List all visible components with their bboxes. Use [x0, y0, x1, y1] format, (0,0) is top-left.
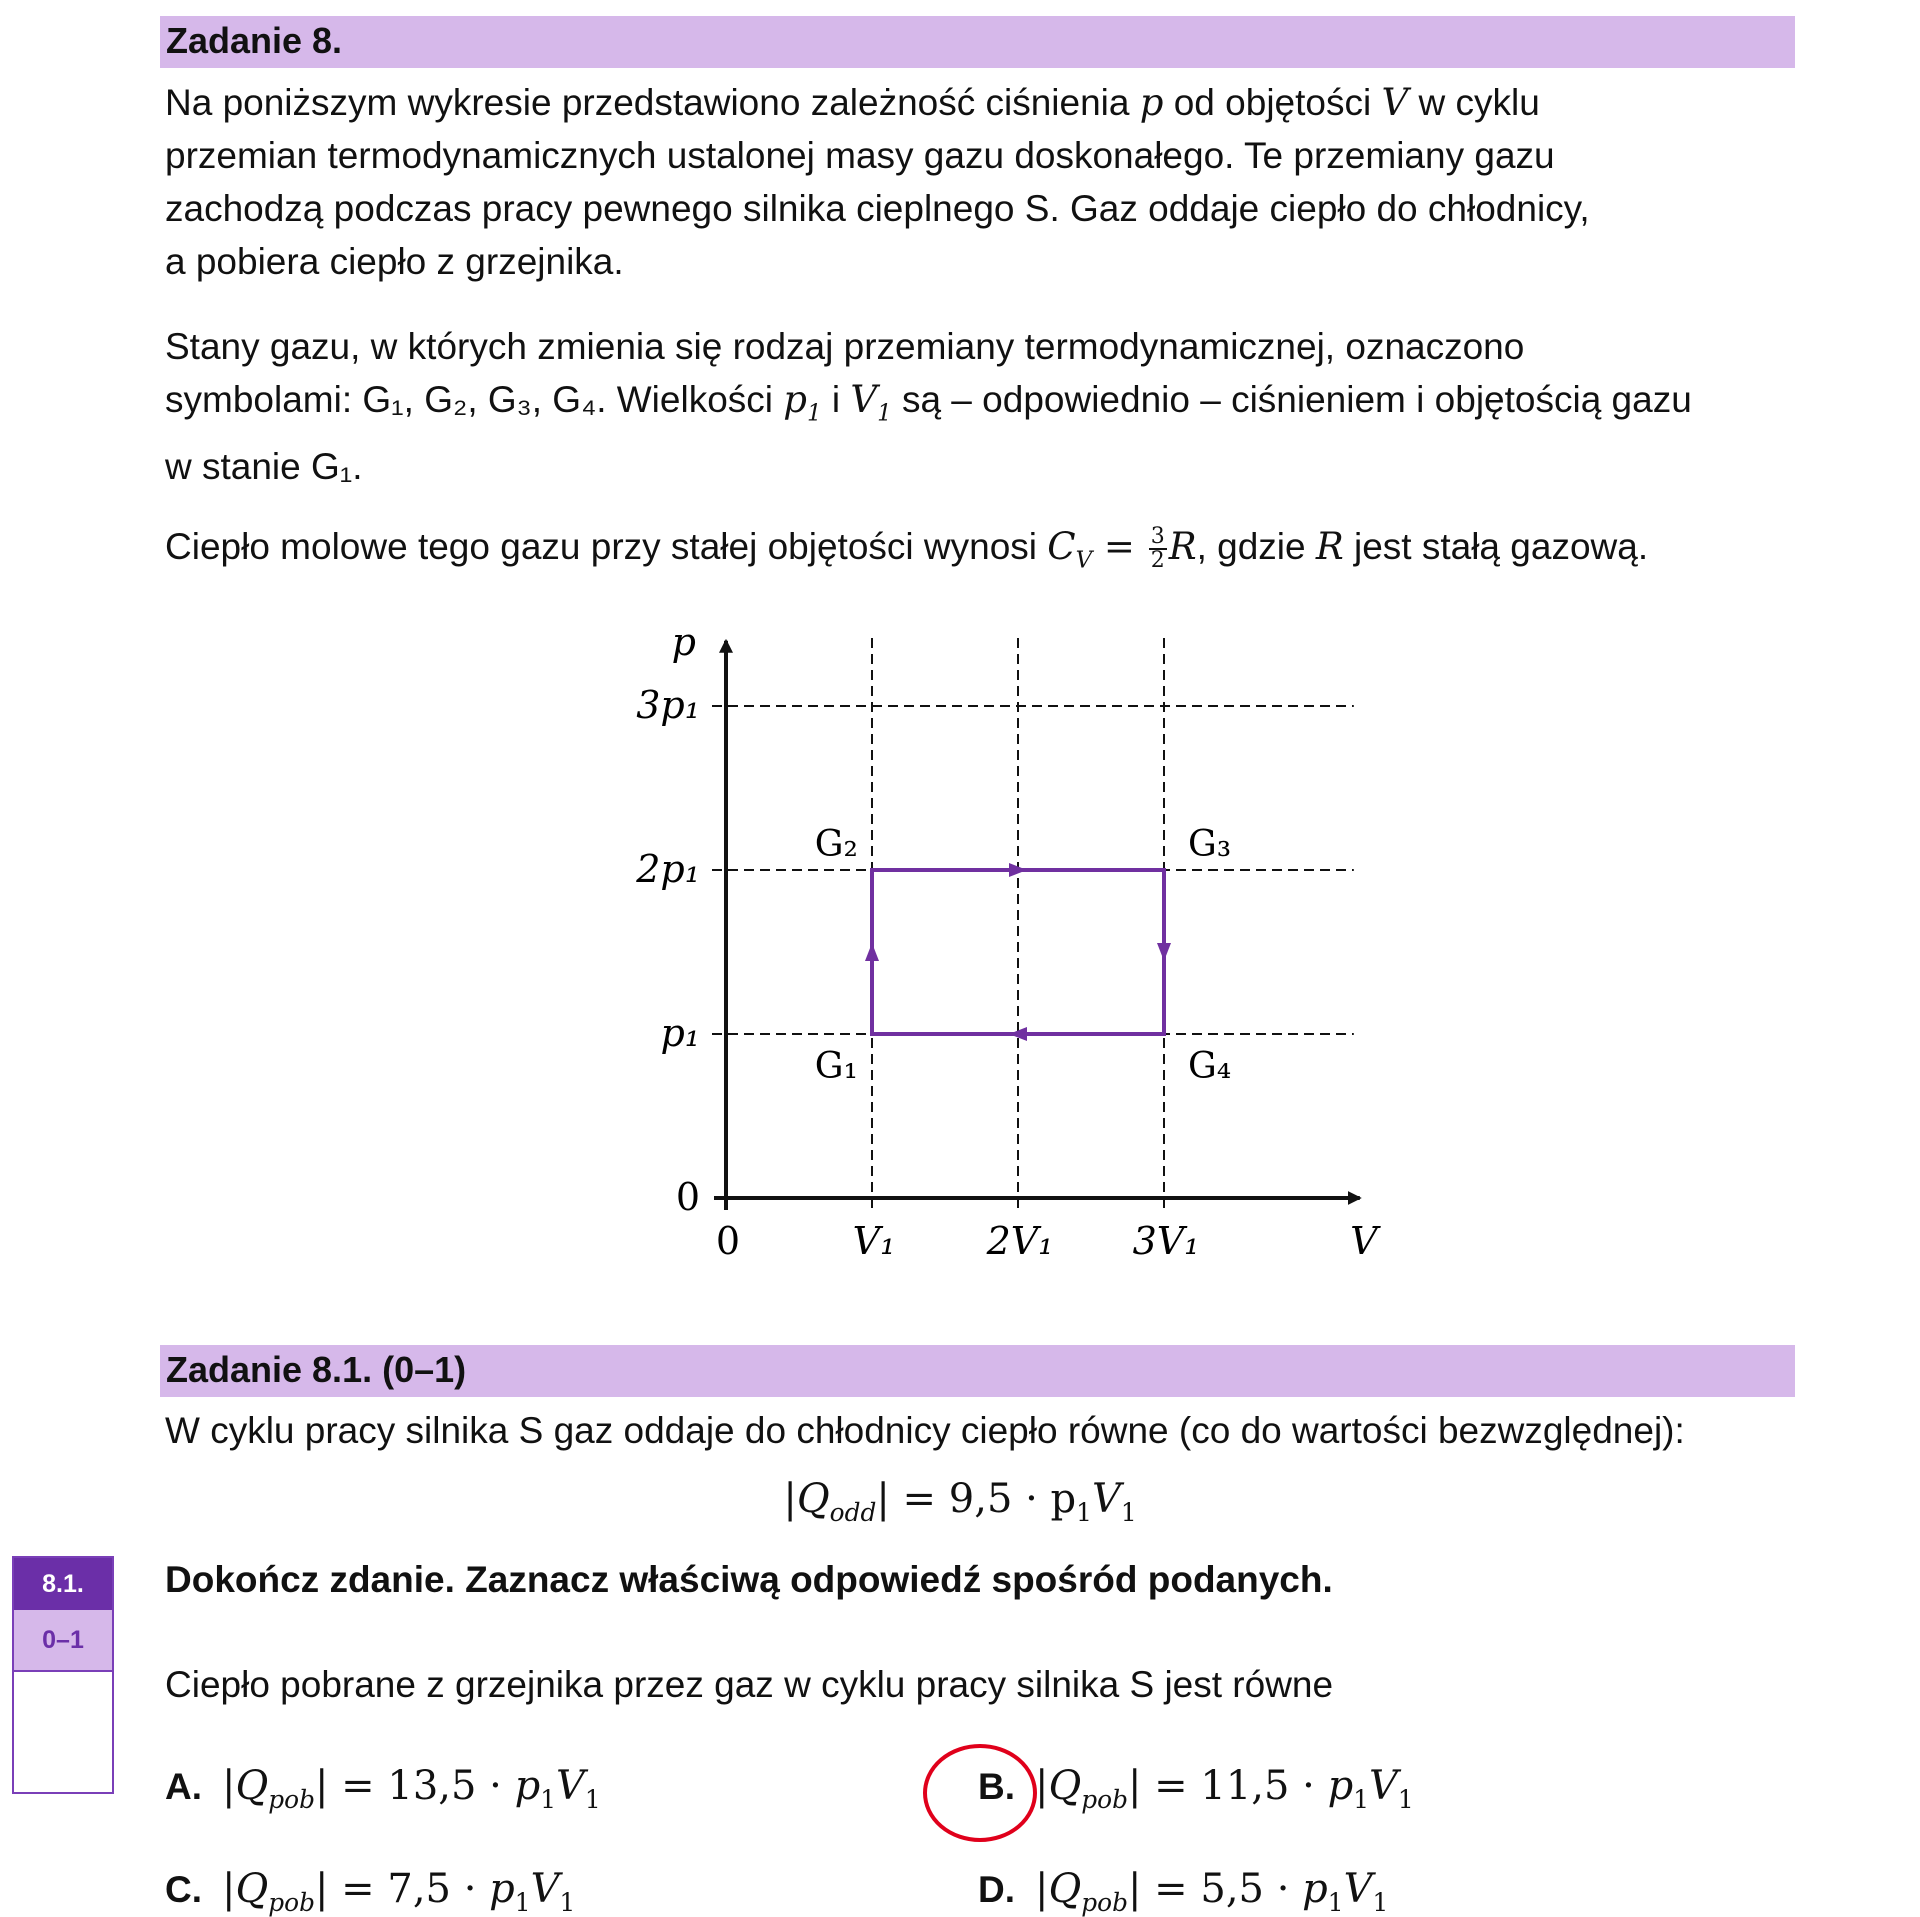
answer-a[interactable]: A. $|Q_{pob}| = 13,5 \cdot p_1V_1$	[165, 1763, 601, 1814]
answer-c[interactable]: C. $|Q_{pob}| = 7,5 \cdot p_1V_1$	[165, 1866, 576, 1917]
para1-line2: przemian termodynamicznych ustalonej masy gazu doskonałego. Te przemiany gazu	[165, 135, 1555, 176]
formula-tail: V	[1091, 1476, 1121, 1522]
answer-b-letter: B.	[978, 1766, 1015, 1807]
formula-rhs: | = 9,5 · p	[876, 1476, 1077, 1522]
para1-text-b: od objętości	[1163, 82, 1382, 123]
state-label: G₃	[1188, 824, 1232, 865]
selected-answer-circle	[918, 1738, 1046, 1848]
answer-d[interactable]: D. $|Q_{pob}| = 5,5 \cdot p_1V_1$	[978, 1866, 1389, 1917]
states-paragraph	[165, 320, 1805, 493]
y-tick-label: 0	[675, 1175, 700, 1219]
score-box	[12, 1556, 114, 1794]
subtask-intro: W cyklu pracy silnika S gaz oddaje do chłodnicy ciepło równe (co do wartości bezwzględnej):	[165, 1410, 1685, 1451]
subtask-header	[160, 1345, 1795, 1397]
para1-line3: zachodzą podczas pracy pewnego silnika cieplnego S. Gaz oddaje ciepło do chłodnicy,	[165, 188, 1590, 229]
para1-text-c: w cyklu	[1408, 82, 1540, 123]
answer-d-value: 5,5	[1200, 1866, 1265, 1912]
answer-d-letter: D.	[978, 1869, 1015, 1910]
y-tick-label: 2p₁	[636, 847, 700, 891]
score-field[interactable]	[14, 1672, 112, 1790]
symbol-R-2: R	[1315, 525, 1344, 568]
para2-line3: w stanie G₁.	[165, 446, 363, 488]
heat-capacity-paragraph	[165, 520, 1805, 587]
task-title: Zadanie 8.	[166, 20, 343, 61]
para3-text-a: Ciepło molowe tego gazu przy stałej objętości wynosi	[165, 526, 1048, 567]
symbol-Cv: $C_V$	[1047, 525, 1093, 574]
q-odd-formula: $|Q_{odd}| = 9,5 \cdot p_1V_1$	[783, 1476, 1137, 1527]
symbol-V: V	[1381, 81, 1409, 124]
para2-line2c: są – odpowiednio – ciśnieniem i objętością gazu	[891, 379, 1692, 420]
task-header	[160, 16, 1795, 68]
answer-c-letter: C.	[165, 1869, 202, 1910]
symbol-V1: $V_1$	[850, 378, 892, 427]
y-tick-label: p₁	[660, 1011, 700, 1055]
x-tick-label: 0	[715, 1219, 741, 1263]
state-label: G₂	[814, 824, 858, 865]
para1-text-a: Na poniższym wykresie przedstawiono zależność ciśnienia	[165, 82, 1140, 123]
score-label: 8.1.	[14, 1558, 112, 1610]
para1-line4: a pobiera ciepło z grzejnika.	[165, 241, 624, 282]
subtask-title: Zadanie 8.1. (0–1)	[166, 1349, 467, 1390]
cycle-direction-arrow	[865, 943, 879, 961]
answer-b[interactable]: B. $|Q_{pob}| = 11,5 \cdot p_1V_1$	[978, 1763, 1414, 1814]
x-tick-label: 2V₁	[986, 1219, 1054, 1263]
para3-text-c: jest stałą gazową.	[1343, 526, 1649, 567]
intro-paragraph	[165, 76, 1805, 288]
symbol-R: R	[1168, 525, 1197, 568]
para2-line1: Stany gazu, w których zmienia się rodzaj przemiany termodynamicznej, oznaczono	[165, 326, 1525, 367]
para2-line2a: symbolami: G₁, G₂, G₃, G₄. Wielkości	[165, 379, 784, 420]
answer-c-value: 7,5	[387, 1866, 452, 1912]
x-axis-label: V	[1350, 1219, 1378, 1263]
symbol-p: p	[1139, 81, 1164, 124]
cycle-direction-arrow	[1157, 943, 1171, 961]
x-tick-label: V₁	[852, 1219, 896, 1263]
pv-chart	[600, 610, 1420, 1290]
state-label: G₁	[814, 1046, 858, 1087]
answer-a-letter: A.	[165, 1766, 202, 1807]
state-label: G₄	[1188, 1046, 1232, 1087]
y-axis-label: p	[671, 619, 696, 664]
fraction-3-2: $\frac{3}{2}$	[1150, 524, 1165, 574]
instruction: Dokończ zdanie. Zaznacz właściwą odpowiedź spośród podanych.	[165, 1559, 1333, 1600]
score-range: 0–1	[14, 1610, 112, 1672]
answer-b-value: 11,5	[1200, 1763, 1290, 1809]
formula-lhs: |Q	[783, 1476, 830, 1522]
equals-sign: =	[1092, 525, 1147, 568]
para2-line2b: i	[821, 379, 851, 420]
formula-sub: odd	[829, 1498, 877, 1527]
x-tick-label: 3V₁	[1132, 1219, 1200, 1263]
answer-a-value: 13,5	[387, 1763, 477, 1809]
symbol-p1: $p_1$	[783, 378, 822, 427]
question: Ciepło pobrane z grzejnika przez gaz w cyklu pracy silnika S jest równe	[165, 1664, 1334, 1705]
y-tick-label: 3p₁	[636, 683, 700, 727]
para3-text-b: , gdzie	[1196, 526, 1316, 567]
